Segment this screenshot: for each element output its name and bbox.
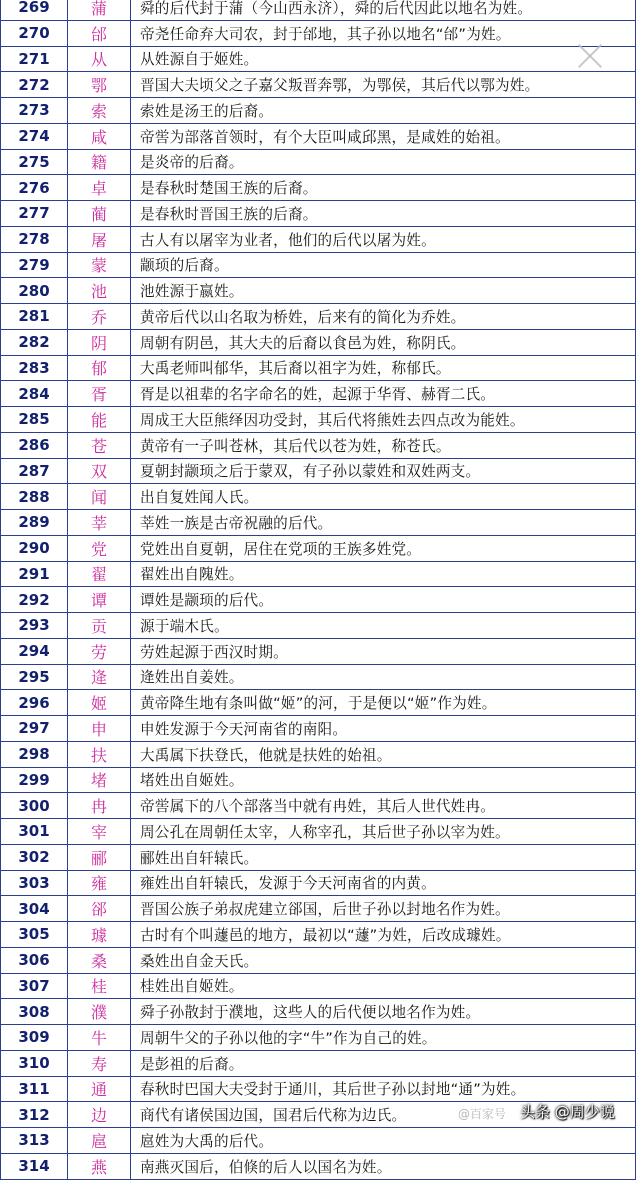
surname-character: 蔺 bbox=[68, 201, 131, 227]
row-number: 307 bbox=[1, 973, 68, 999]
row-number: 312 bbox=[1, 1102, 68, 1128]
surname-character: 劳 bbox=[68, 638, 131, 664]
row-number: 288 bbox=[1, 484, 68, 510]
table-row bbox=[1, 201, 636, 227]
table-row bbox=[1, 355, 636, 381]
table-row bbox=[1, 46, 636, 72]
table-row bbox=[1, 1153, 636, 1179]
surname-character: 鄂 bbox=[68, 72, 131, 98]
surname-character: 边 bbox=[68, 1102, 131, 1128]
surname-character: 桂 bbox=[68, 973, 131, 999]
surname-origin: 周朝有阴邑，其大夫的后裔以食邑为姓，称阴氏。 bbox=[131, 329, 636, 355]
surname-character: 堵 bbox=[68, 767, 131, 793]
surname-character: 党 bbox=[68, 535, 131, 561]
row-number: 293 bbox=[1, 613, 68, 639]
surname-origin: 索姓是汤王的后裔。 bbox=[131, 98, 636, 124]
surname-origin: 翟姓出自隗姓。 bbox=[131, 561, 636, 587]
surname-origin: 夏朝封颛顼之后于蒙双，有子孙以蒙姓和双姓两支。 bbox=[131, 458, 636, 484]
row-number: 282 bbox=[1, 329, 68, 355]
surname-character: 索 bbox=[68, 98, 131, 124]
surname-origin: 胥是以祖辈的名字命名的姓，起源于华胥、赫胥二氏。 bbox=[131, 381, 636, 407]
surname-character: 璩 bbox=[68, 922, 131, 948]
surname-character: 双 bbox=[68, 458, 131, 484]
surname-origin: 晋国大夫顷父之子嘉父叛晋奔鄂，为鄂侯，其后代以鄂为姓。 bbox=[131, 72, 636, 98]
row-number: 301 bbox=[1, 819, 68, 845]
table-row bbox=[1, 278, 636, 304]
surname-origin: 古时有个叫蘧邑的地方，最初以“蘧”为姓，后改成璩姓。 bbox=[131, 922, 636, 948]
surname-origin: 帝喾为部落首领时，有个大臣叫咸邱黑，是咸姓的始祖。 bbox=[131, 123, 636, 149]
surname-origin: 黄帝后代以山名取为桥姓，后来有的简化为乔姓。 bbox=[131, 304, 636, 330]
row-number: 292 bbox=[1, 587, 68, 613]
faint-watermark: @百家号 bbox=[458, 1107, 507, 1121]
table-row bbox=[1, 896, 636, 922]
surname-character: 扶 bbox=[68, 741, 131, 767]
row-number: 278 bbox=[1, 226, 68, 252]
table-row bbox=[1, 793, 636, 819]
table-row bbox=[1, 407, 636, 433]
surname-character: 能 bbox=[68, 407, 131, 433]
row-number: 269 bbox=[1, 0, 68, 20]
row-number: 294 bbox=[1, 638, 68, 664]
surname-origin: 扈姓为大禹的后代。 bbox=[131, 1128, 636, 1154]
surname-origin: 周成王大臣熊绎因功受封，其后代将熊姓去四点改为能姓。 bbox=[131, 407, 636, 433]
row-number: 295 bbox=[1, 664, 68, 690]
surname-character: 谭 bbox=[68, 587, 131, 613]
row-number: 303 bbox=[1, 870, 68, 896]
table-row bbox=[1, 0, 636, 20]
surname-origin: 古人有以屠宰为业者，他们的后代以屠为姓。 bbox=[131, 226, 636, 252]
row-number: 291 bbox=[1, 561, 68, 587]
row-number: 280 bbox=[1, 278, 68, 304]
surname-character: 宰 bbox=[68, 819, 131, 845]
row-number: 283 bbox=[1, 355, 68, 381]
surname-character: 屠 bbox=[68, 226, 131, 252]
surname-origin: 源于端木氏。 bbox=[131, 613, 636, 639]
surname-origin: 雍姓出自轩辕氏，发源于今天河南省的内黄。 bbox=[131, 870, 636, 896]
surname-origin: 池姓源于嬴姓。 bbox=[131, 278, 636, 304]
table-row bbox=[1, 716, 636, 742]
row-number: 298 bbox=[1, 741, 68, 767]
surname-origin: 谭姓是颛顼的后代。 bbox=[131, 587, 636, 613]
surname-character: 从 bbox=[68, 46, 131, 72]
surname-origin: 申姓发源于今天河南省的南阳。 bbox=[131, 716, 636, 742]
surname-character: 申 bbox=[68, 716, 131, 742]
table-row bbox=[1, 1025, 636, 1051]
surname-character: 贡 bbox=[68, 613, 131, 639]
table-row bbox=[1, 458, 636, 484]
table-row bbox=[1, 175, 636, 201]
row-number: 304 bbox=[1, 896, 68, 922]
row-number: 281 bbox=[1, 304, 68, 330]
surname-origin: 晋国公族子弟叔虎建立郤国，后世子孙以封地名作为姓。 bbox=[131, 896, 636, 922]
surname-origin: 舜的后代封于蒲（今山西永济），舜的后代因此以地名为姓。 bbox=[131, 0, 636, 20]
table-row bbox=[1, 1076, 636, 1102]
surname-character: 胥 bbox=[68, 381, 131, 407]
surname-origin: 商代有诸侯国边国，国君后代称为边氏。 bbox=[131, 1102, 636, 1128]
surname-character: 牛 bbox=[68, 1025, 131, 1051]
surname-character: 闻 bbox=[68, 484, 131, 510]
surname-character: 阴 bbox=[68, 329, 131, 355]
surname-origin: 劳姓起源于西汉时期。 bbox=[131, 638, 636, 664]
row-number: 274 bbox=[1, 123, 68, 149]
surname-origin: 逄姓出自姜姓。 bbox=[131, 664, 636, 690]
row-number: 285 bbox=[1, 407, 68, 433]
surname-origin: 桑姓出自金天氏。 bbox=[131, 947, 636, 973]
close-icon[interactable] bbox=[574, 40, 606, 72]
table-row bbox=[1, 690, 636, 716]
table-row bbox=[1, 329, 636, 355]
surname-character: 翟 bbox=[68, 561, 131, 587]
row-number: 289 bbox=[1, 510, 68, 536]
row-number: 290 bbox=[1, 535, 68, 561]
surname-origin: 周朝牛父的子孙以他的字“牛”作为自己的姓。 bbox=[131, 1025, 636, 1051]
surname-origin: 黄帝降生地有条叫做“姬”的河，于是便以“姬”作为姓。 bbox=[131, 690, 636, 716]
watermark-text: 头条 @周少说 bbox=[520, 1103, 615, 1121]
row-number: 299 bbox=[1, 767, 68, 793]
surname-origin: 是春秋时晋国王族的后裔。 bbox=[131, 201, 636, 227]
row-number: 297 bbox=[1, 716, 68, 742]
row-number: 277 bbox=[1, 201, 68, 227]
table-row bbox=[1, 767, 636, 793]
table-row bbox=[1, 20, 636, 46]
row-number: 271 bbox=[1, 46, 68, 72]
row-number: 305 bbox=[1, 922, 68, 948]
row-number: 286 bbox=[1, 432, 68, 458]
surname-character: 池 bbox=[68, 278, 131, 304]
surname-origin: 大禹属下扶登氏，他就是扶姓的始祖。 bbox=[131, 741, 636, 767]
row-number: 310 bbox=[1, 1050, 68, 1076]
surname-origin: 帝尧任命弃大司农，封于邰地，其子孙以地名“邰”为姓。 bbox=[131, 20, 636, 46]
table-row bbox=[1, 819, 636, 845]
table-row bbox=[1, 484, 636, 510]
table-row bbox=[1, 587, 636, 613]
table-row bbox=[1, 226, 636, 252]
table-row bbox=[1, 613, 636, 639]
surname-table-body bbox=[1, 0, 636, 1179]
table-row bbox=[1, 844, 636, 870]
surname-character: 雍 bbox=[68, 870, 131, 896]
row-number: 279 bbox=[1, 252, 68, 278]
surname-character: 濮 bbox=[68, 999, 131, 1025]
row-number: 309 bbox=[1, 1025, 68, 1051]
surname-character: 姬 bbox=[68, 690, 131, 716]
table-row bbox=[1, 72, 636, 98]
table-row bbox=[1, 252, 636, 278]
surname-character: 冉 bbox=[68, 793, 131, 819]
row-number: 276 bbox=[1, 175, 68, 201]
row-number: 308 bbox=[1, 999, 68, 1025]
row-number: 302 bbox=[1, 844, 68, 870]
table-row bbox=[1, 638, 636, 664]
surname-origin: 是春秋时楚国王族的后裔。 bbox=[131, 175, 636, 201]
surname-origin: 黄帝有一子叫苍林，其后代以苍为姓，称苍氏。 bbox=[131, 432, 636, 458]
surname-character: 寿 bbox=[68, 1050, 131, 1076]
row-number: 306 bbox=[1, 947, 68, 973]
table-row bbox=[1, 947, 636, 973]
table-row bbox=[1, 973, 636, 999]
table-row bbox=[1, 98, 636, 124]
surname-character: 燕 bbox=[68, 1153, 131, 1179]
table-row bbox=[1, 664, 636, 690]
surname-character: 郁 bbox=[68, 355, 131, 381]
surname-origin: 舜子孙散封于濮地，这些人的后代便以地名作为姓。 bbox=[131, 999, 636, 1025]
surname-character: 咸 bbox=[68, 123, 131, 149]
surname-origin: 堵姓出自姬姓。 bbox=[131, 767, 636, 793]
row-number: 296 bbox=[1, 690, 68, 716]
table-row bbox=[1, 123, 636, 149]
surname-origin: 周公孔在周朝任太宰，人称宰孔，其后世子孙以宰为姓。 bbox=[131, 819, 636, 845]
row-number: 272 bbox=[1, 72, 68, 98]
surname-origin: 从姓源自于姬姓。 bbox=[131, 46, 636, 72]
table-row bbox=[1, 1050, 636, 1076]
surname-origin: 是炎帝的后裔。 bbox=[131, 149, 636, 175]
surname-character: 蒙 bbox=[68, 252, 131, 278]
row-number: 287 bbox=[1, 458, 68, 484]
surname-origin: 桂姓出自姬姓。 bbox=[131, 973, 636, 999]
table-row bbox=[1, 561, 636, 587]
surname-character: 桑 bbox=[68, 947, 131, 973]
table-row bbox=[1, 381, 636, 407]
table-row bbox=[1, 999, 636, 1025]
table-row bbox=[1, 922, 636, 948]
surname-character: 通 bbox=[68, 1076, 131, 1102]
surname-character: 逄 bbox=[68, 664, 131, 690]
surname-character: 邰 bbox=[68, 20, 131, 46]
surname-character: 卓 bbox=[68, 175, 131, 201]
row-number: 300 bbox=[1, 793, 68, 819]
table-row bbox=[1, 432, 636, 458]
table-row bbox=[1, 1128, 636, 1154]
surname-origin: 颛顼的后裔。 bbox=[131, 252, 636, 278]
surname-origin: 大禹老师叫郁华，其后裔以祖字为姓，称郁氏。 bbox=[131, 355, 636, 381]
table-row bbox=[1, 535, 636, 561]
table-row bbox=[1, 304, 636, 330]
table-row bbox=[1, 510, 636, 536]
surname-origin: 是彭祖的后裔。 bbox=[131, 1050, 636, 1076]
row-number: 273 bbox=[1, 98, 68, 124]
surname-character: 莘 bbox=[68, 510, 131, 536]
surname-origin: 莘姓一族是古帝祝融的后代。 bbox=[131, 510, 636, 536]
row-number: 313 bbox=[1, 1128, 68, 1154]
surname-origin: 出自复姓闻人氏。 bbox=[131, 484, 636, 510]
surname-origin: 党姓出自夏朝，居住在党项的王族多姓党。 bbox=[131, 535, 636, 561]
surname-origin: 郦姓出自轩辕氏。 bbox=[131, 844, 636, 870]
surname-character: 苍 bbox=[68, 432, 131, 458]
row-number: 311 bbox=[1, 1076, 68, 1102]
surname-character: 蒲 bbox=[68, 0, 131, 20]
surname-character: 扈 bbox=[68, 1128, 131, 1154]
surname-character: 郤 bbox=[68, 896, 131, 922]
surname-origin: 帝喾属下的八个部落当中就有冉姓，其后人世代姓冉。 bbox=[131, 793, 636, 819]
table-row bbox=[1, 870, 636, 896]
surname-origin: 南燕灭国后，伯倏的后人以国名为姓。 bbox=[131, 1153, 636, 1179]
row-number: 284 bbox=[1, 381, 68, 407]
surname-character: 郦 bbox=[68, 844, 131, 870]
row-number: 275 bbox=[1, 149, 68, 175]
surname-character: 籍 bbox=[68, 149, 131, 175]
row-number: 270 bbox=[1, 20, 68, 46]
row-number: 314 bbox=[1, 1153, 68, 1179]
table-row bbox=[1, 149, 636, 175]
surname-character: 乔 bbox=[68, 304, 131, 330]
surname-origin: 春秋时巴国大夫受封于通川，其后世子孙以封地“通”为姓。 bbox=[131, 1076, 636, 1102]
table-row bbox=[1, 741, 636, 767]
